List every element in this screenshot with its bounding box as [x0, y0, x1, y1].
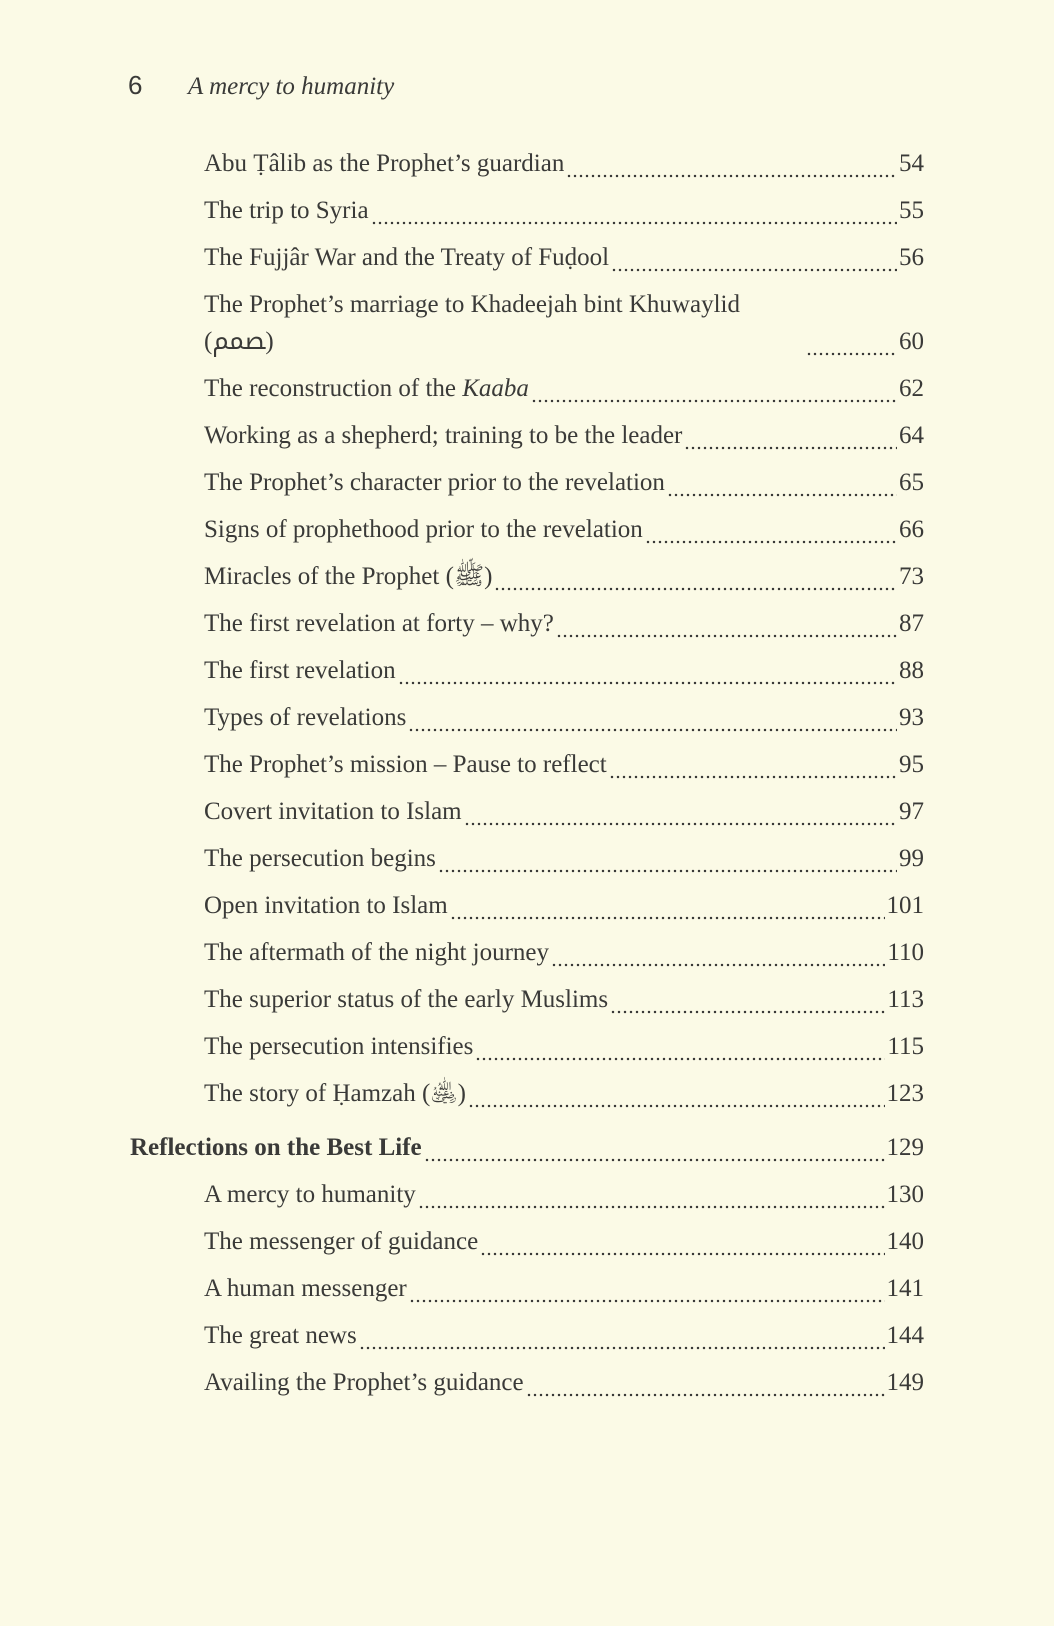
dot-leader [494, 558, 897, 595]
toc-entry [0, 971, 1054, 1018]
dot-leader [526, 1364, 885, 1401]
toc-entry-title: Availing the Prophet’s guidance [204, 1369, 524, 1396]
dot-leader [610, 981, 885, 1018]
toc-entry [0, 1307, 1054, 1354]
toc-entry-title: The first revelation at forty – why? [204, 610, 554, 637]
toc-entry-page: 65 [899, 469, 924, 496]
toc-entry [0, 924, 1054, 971]
toc-entry-title: The superior status of the early Muslims [204, 986, 609, 1013]
dot-leader [464, 793, 897, 830]
toc-entry-page: 129 [886, 1134, 924, 1161]
toc-entry-title: The trip to Syria [204, 197, 369, 224]
toc-entry-title: The Prophet’s marriage to Khadeejah bint Khuwaylid (ﵦ) [204, 291, 740, 355]
dot-leader [359, 1317, 885, 1354]
toc-entry [0, 1018, 1054, 1065]
toc-entry [0, 642, 1054, 689]
toc-entry-title: A human messenger [204, 1275, 407, 1302]
toc-entry [0, 501, 1054, 548]
toc-entry-page: 55 [899, 197, 924, 224]
toc-entry-page: 130 [886, 1181, 924, 1208]
toc-entry-title: The great news [204, 1322, 357, 1349]
toc-entry [0, 877, 1054, 924]
table-of-contents [0, 135, 1054, 1401]
toc-entry-page: 66 [899, 516, 924, 543]
dot-leader [609, 746, 897, 783]
dot-leader [468, 1075, 885, 1112]
dot-leader [551, 934, 885, 971]
toc-entry [0, 182, 1054, 229]
toc-entry-title: The Prophet’s mission – Pause to reflect [204, 751, 607, 778]
toc-entry-page: 54 [899, 150, 924, 177]
toc-entry-title: A mercy to humanity [204, 1181, 416, 1208]
dot-leader [438, 840, 897, 877]
toc-entry-page: 140 [886, 1228, 924, 1255]
dot-leader [806, 323, 897, 360]
toc-entry [0, 135, 1054, 182]
toc-entry-page: 123 [886, 1080, 924, 1107]
dot-leader [556, 605, 897, 642]
dot-leader [450, 887, 885, 924]
toc-entry [0, 454, 1054, 501]
toc-entry-page: 115 [887, 1033, 924, 1060]
running-header [128, 70, 394, 101]
dot-leader [398, 652, 897, 689]
toc-entry-page: 101 [886, 892, 924, 919]
dot-leader [645, 511, 897, 548]
toc-entry-title: The story of Ḥamzah (﵁) [204, 1080, 466, 1107]
toc-entry-title: Open invitation to Islam [204, 892, 448, 919]
dot-leader [684, 417, 897, 454]
toc-entry [0, 360, 1054, 407]
toc-entry-page: 141 [886, 1275, 924, 1302]
dot-leader [475, 1028, 885, 1065]
page-number: 6 [128, 70, 143, 100]
toc-entry-page: 60 [899, 328, 924, 355]
dot-leader [667, 464, 897, 501]
toc-entry [0, 1166, 1054, 1213]
toc-entry-title: Miracles of the Prophet (ﷺ) [204, 563, 493, 590]
toc-entry-page: 87 [899, 610, 924, 637]
toc-entry-page: 110 [887, 939, 924, 966]
toc-entry-page: 56 [899, 244, 924, 271]
toc-entry [0, 1213, 1054, 1260]
toc-entry-title: Types of revelations [204, 704, 407, 731]
dot-leader [480, 1223, 884, 1260]
toc-entry-title: The messenger of guidance [204, 1228, 479, 1255]
toc-entry-page: 64 [899, 422, 924, 449]
dot-leader [531, 370, 897, 407]
toc-entry-page: 62 [899, 375, 924, 402]
toc-entry [0, 736, 1054, 783]
toc-entry-page: 73 [899, 563, 924, 590]
dot-leader [371, 192, 897, 229]
dot-leader [424, 1129, 885, 1166]
toc-entry-page: 149 [886, 1369, 924, 1396]
toc-entry [0, 783, 1054, 830]
dot-leader [408, 699, 897, 736]
toc-entry-page: 97 [899, 798, 924, 825]
toc-entry-page: 144 [886, 1322, 924, 1349]
toc-entry [0, 407, 1054, 454]
toc-entry [0, 1065, 1054, 1112]
dot-leader [409, 1270, 885, 1307]
running-title: A mercy to humanity [188, 73, 395, 100]
toc-entry-title: The reconstruction of the Kaaba [204, 375, 529, 402]
toc-entry-title: The aftermath of the night journey [204, 939, 550, 966]
toc-entry-title: Abu Ṭâlib as the Prophet’s guardian [204, 150, 565, 177]
toc-section-heading [0, 1119, 1054, 1166]
toc-entry [0, 1354, 1054, 1401]
toc-entry-title: The persecution begins [204, 845, 436, 872]
toc-entry [0, 276, 1054, 360]
toc-entry-title: The persecution intensifies [204, 1033, 474, 1060]
toc-entry [0, 548, 1054, 595]
toc-entry-page: 88 [899, 657, 924, 684]
toc-entry [0, 595, 1054, 642]
dot-leader [611, 239, 897, 276]
toc-entry-page: 99 [899, 845, 924, 872]
toc-entry-page: 93 [899, 704, 924, 731]
toc-entry-title: Working as a shepherd; training to be the leader [204, 422, 683, 449]
toc-entry-title: The first revelation [204, 657, 396, 684]
dot-leader [566, 145, 897, 182]
toc-entry [0, 689, 1054, 736]
toc-entry-page: 95 [899, 751, 924, 778]
toc-entry-title: Signs of prophethood prior to the revelation [204, 516, 643, 543]
toc-entry [0, 830, 1054, 877]
toc-entry [0, 1260, 1054, 1307]
toc-entry [0, 229, 1054, 276]
toc-entry-title: The Prophet’s character prior to the revelation [204, 469, 665, 496]
dot-leader [418, 1176, 885, 1213]
toc-entry-title: Covert invitation to Islam [204, 798, 462, 825]
toc-entry-title: Reflections on the Best Life [130, 1134, 422, 1161]
toc-entry-title: The Fujjâr War and the Treaty of Fuḍool [204, 244, 610, 271]
toc-entry-page: 113 [887, 986, 924, 1013]
